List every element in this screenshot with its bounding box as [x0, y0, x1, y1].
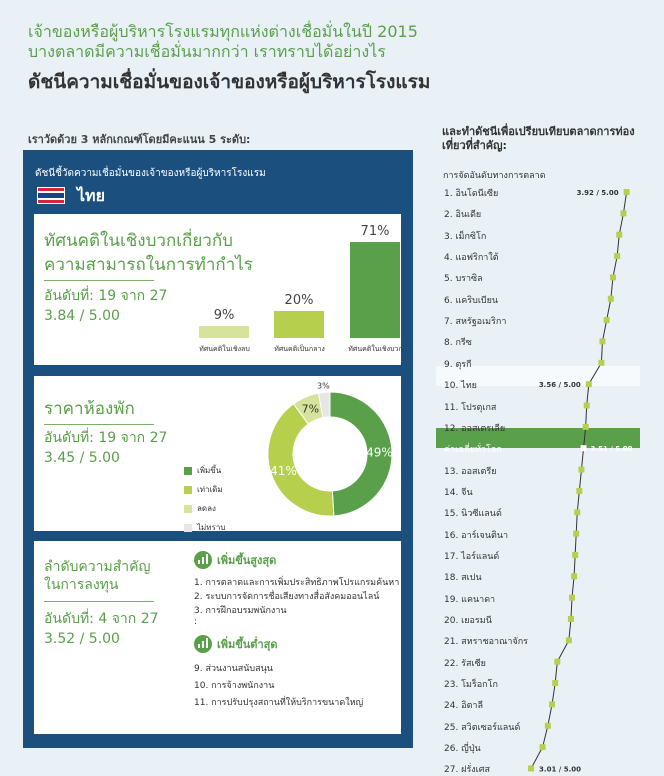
- bar-value-label: 20%: [284, 292, 314, 308]
- rank-item: 8. กรีซ: [444, 338, 472, 349]
- list-item: 10. การจ้างพนักงาน: [194, 681, 275, 691]
- ranking-point: [545, 723, 551, 729]
- rank-item: 18. สเปน: [444, 573, 482, 584]
- ranking-point: [604, 317, 610, 323]
- list-item: 9. ส่วนงานสนับสนุน: [194, 664, 273, 674]
- ranking-point: [614, 253, 620, 259]
- ranking-point: [571, 573, 577, 579]
- rank-item: 3. เม็กซิโก: [444, 231, 487, 242]
- bar-value-label: 9%: [213, 307, 235, 323]
- rank-item: 22. รัสเซีย: [444, 658, 486, 669]
- ranking-point: [528, 765, 534, 771]
- list-ellipsis: :: [194, 617, 198, 627]
- low-increase-heading: เพิ่มขึ้นต่ำสุด: [194, 635, 277, 653]
- ranking-point: [540, 744, 546, 750]
- card1-rank: อันดับที่: 19 จาก 27: [44, 288, 168, 304]
- rank-item: 2. อินเดีย: [444, 210, 482, 221]
- ranking-point: [608, 296, 614, 302]
- rank-item: 5. บราซิล: [444, 274, 483, 285]
- ranking-point: [620, 210, 626, 216]
- legend-label: เพิ่มขึ้น: [197, 466, 222, 475]
- ranking-point: [583, 424, 589, 430]
- page-title: ดัชนีความเชื่อมั่นของเจ้าของหรือผู้บริหารโรงแรม: [28, 71, 431, 93]
- card2-score: 3.45 / 5.00: [44, 450, 120, 466]
- rank-item: 13. ออสเตรีย: [444, 466, 497, 477]
- ranking-point: [566, 637, 572, 643]
- ranking-point: [572, 552, 578, 558]
- bar-value-label: 71%: [360, 224, 390, 239]
- list-item: 3. การฝึกอบรมพนักงาน: [194, 606, 287, 616]
- ranking-point: [616, 232, 622, 238]
- header-line-1: เจ้าของหรือผู้บริหารโรงแรมทุกแห่งต่างเชื่อมั่นในปี 2015: [28, 22, 418, 41]
- list-item: 1. การตลาดและการเพิ่มประสิทธิภาพโปรแกรมค้นหา: [194, 578, 400, 588]
- ranking-point: [569, 595, 575, 601]
- header-line-2: บางตลาดมีความเชื่อมั่นมากกว่า เราทราบได้อย่างไร: [28, 42, 386, 61]
- panel-title: ดัชนีชี้วัดความเชื่อมั่นของเจ้าของหรือผู้บริหารโรงแรม: [35, 168, 266, 179]
- rank-item: 20. เยอรมนี: [444, 616, 492, 626]
- card2-title: ราคาห้องพัก: [44, 399, 135, 419]
- bar-category-label: ทัศนคติในเชิงบวก: [348, 345, 403, 353]
- rank-item: 12. ออสเตรเลีย: [444, 423, 506, 434]
- rank-item: 26. ญี่ปุ่น: [444, 744, 481, 755]
- country-name: ไทย: [77, 186, 105, 205]
- rank-item: 24. อิตาลี: [444, 701, 483, 712]
- ranking-point: [624, 189, 630, 195]
- ranking-point: [574, 509, 580, 515]
- card3-title-line1: ลำดับความสำคัญ: [44, 559, 151, 575]
- ranking-point: [552, 680, 558, 686]
- ranking-subtitle: การจัดอันดับทางการตลาด: [443, 171, 546, 181]
- ranking-point: [599, 338, 605, 344]
- ranking-point: [610, 274, 616, 280]
- donut-value-label: 3%: [317, 381, 330, 391]
- rank-item: 10. ไทย: [444, 381, 477, 392]
- legend-label: ลดลง: [197, 504, 216, 513]
- ranking-point: [554, 659, 560, 665]
- ranking-value-label: 3.56 / 5.00: [538, 381, 581, 390]
- card3-score: 3.52 / 5.00: [44, 631, 120, 647]
- bar-category-label: ทัศนคติเป็นกลาง: [274, 345, 325, 353]
- card3-rank: อันดับที่: 4 จาก 27: [44, 611, 159, 627]
- rank-item: 6. แคริบเบียน: [444, 295, 499, 306]
- rank-item: 16. อาร์เจนตินา: [444, 530, 509, 541]
- ranking-point: [584, 403, 590, 409]
- legend-label: ไม่ทราบ: [197, 523, 226, 532]
- rank-item: 1. อินโดนีเซีย: [444, 189, 499, 199]
- donut-value-label: 49%: [366, 445, 393, 460]
- card1-title-line2: ความสามารถในการทำกำไร: [44, 255, 253, 275]
- ranking-point: [573, 531, 579, 537]
- ranking-point: [598, 360, 604, 366]
- rank-item: 27. ฝรั่งเศส: [444, 765, 490, 776]
- rank-item: 23. โมร็อกโก: [444, 680, 498, 691]
- card2-rank: อันดับที่: 19 จาก 27: [44, 430, 168, 446]
- bar-category-label: ทัศนคติในเชิงลบ: [199, 345, 250, 353]
- ranking-point: [576, 488, 582, 494]
- rank-item: 7. สหรัฐอเมริกา: [444, 317, 507, 328]
- top-increase-heading: เพิ่มขึ้นสูงสุด: [194, 551, 276, 569]
- ranking-point: [586, 381, 592, 387]
- ranking-point: [578, 467, 584, 473]
- rank-item: 17. ไอร์แลนด์: [444, 551, 500, 562]
- legend-label: เท่าเดิม: [197, 485, 223, 494]
- rank-item: 21. สหราชอาณาจักร: [444, 637, 529, 648]
- global-average-label: ค่าเฉลี่ยทั่วโลก: [444, 445, 502, 456]
- card1-score: 3.84 / 5.00: [44, 308, 120, 324]
- list-item: 2. ระบบการจัดการชื่อเสียงทางสื่อสังคมออนไลน์: [194, 592, 380, 602]
- rank-item: 15. นิวซีแลนด์: [444, 509, 502, 520]
- ranking-point: [581, 445, 587, 451]
- ranking-title: และทำดัชนีเพื่อเปรียบเทียบตลาดการท่องเที่ยวที่สำคัญ:: [442, 125, 635, 152]
- rank-item: 25. สวิตเซอร์แลนด์: [444, 722, 521, 733]
- rank-item: 9. ตุรกี: [444, 359, 472, 370]
- rank-item: 14. จีน: [444, 487, 473, 498]
- donut-value-label: 41%: [270, 463, 297, 478]
- ranking-value-label: 3.01 / 5.00: [539, 765, 582, 774]
- ranking-value-label: 3.51 / 5.00: [590, 445, 633, 454]
- ranking-value-label: 3.92 / 5.00: [576, 189, 619, 197]
- list-item: 11. การปรับปรุงสถานที่ให้บริการขนาดใหญ่: [194, 698, 364, 708]
- rank-item: 11. โปรตุเกส: [444, 402, 497, 413]
- ranking-point: [568, 616, 574, 622]
- rank-item: 19. แคนาดา: [444, 594, 496, 605]
- donut-value-label: 7%: [301, 402, 320, 416]
- ranking-point: [549, 701, 555, 707]
- intro-text: เราวัดด้วย 3 หลักเกณฑ์โดยมีคะแนน 5 ระดับ:: [28, 133, 251, 146]
- card1-title-line1: ทัศนคติในเชิงบวกเกี่ยวกับ: [44, 231, 233, 251]
- rank-item: 4. แอฟริกาใต้: [444, 253, 499, 264]
- card3-title-line2: ในการลงทุน: [44, 577, 119, 593]
